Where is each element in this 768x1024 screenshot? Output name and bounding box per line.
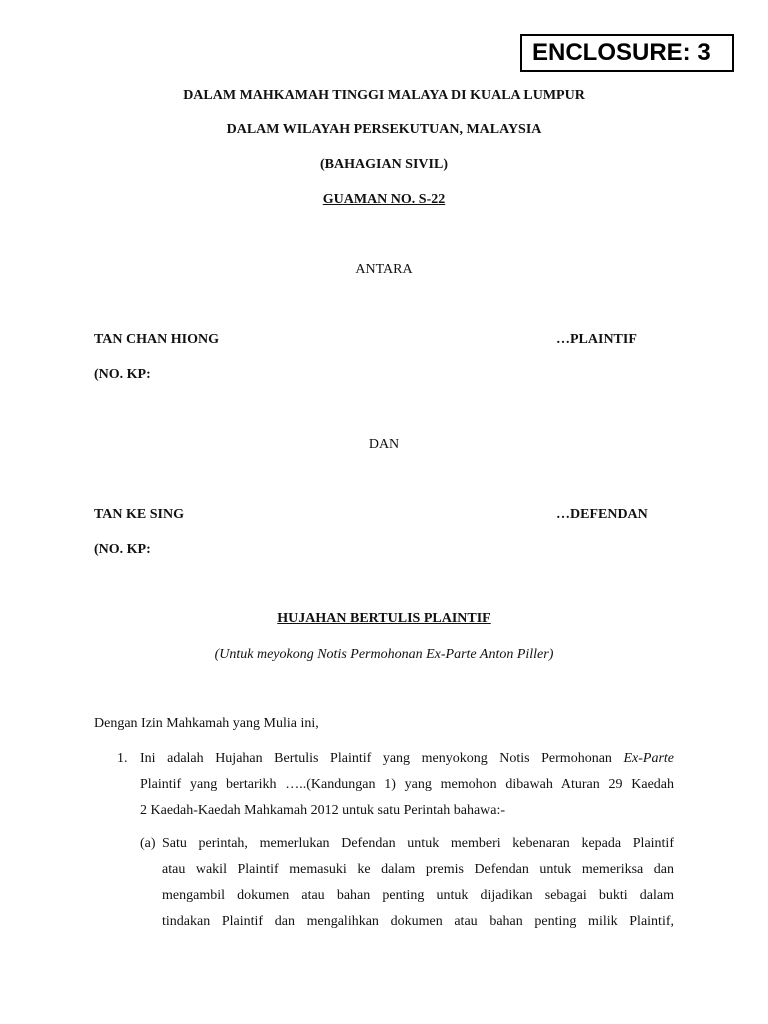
court-line-2: DALAM WILAYAH PERSEKUTUAN, MALAYSIA xyxy=(226,122,542,137)
defendant-name: TAN KE SING xyxy=(94,507,184,522)
case-number: GUAMAN NO. S-22 xyxy=(322,192,446,207)
salutation: Dengan Izin Mahkamah yang Mulia ini, xyxy=(94,716,319,731)
sub-item-a-line-2: atau wakil Plaintif memasuki ke dalam premis Defendan untuk memeriksa dan xyxy=(162,862,674,877)
sub-item-a-line-1: Satu perintah, memerlukan Defendan untuk memberi kebenaran kepada Plaintif xyxy=(162,836,674,851)
paragraph-1-text: Ini adalah Hujahan Bertulis Plaintif yang menyokong Notis Permohonan xyxy=(140,751,612,766)
sub-item-a-line-4: tindakan Plaintif dan mengalihkan dokumen atau bahan penting milik Plaintif, xyxy=(162,914,674,929)
enclosure-label: ENCLOSURE: 3 xyxy=(520,34,734,72)
defendant-id-label: (NO. KP: xyxy=(94,542,151,557)
document-title: HUJAHAN BERTULIS PLAINTIF xyxy=(277,611,491,626)
paragraph-1-line-1 xyxy=(140,746,674,772)
paragraph-1 xyxy=(140,746,674,824)
and-label: DAN xyxy=(368,437,400,452)
paragraph-1-line-3: 2 Kaedah-Kaedah Mahkamah 2012 untuk satu Perintah bahawa:- xyxy=(140,803,506,818)
between-label: ANTARA xyxy=(355,262,413,277)
plaintiff-name: TAN CHAN HIONG xyxy=(94,332,219,347)
ex-parte-term: Ex-Parte xyxy=(623,751,675,766)
defendant-role: …DEFENDAN xyxy=(556,507,648,522)
document-subtitle: (Untuk meyokong Notis Permohonan Ex-Parte Anton Piller) xyxy=(214,647,554,662)
plaintiff-id-label: (NO. KP: xyxy=(94,367,151,382)
court-line-1: DALAM MAHKAMAH TINGGI MALAYA DI KUALA LUMPUR xyxy=(183,88,585,103)
paragraph-1-line-2: Plaintif yang bertarikh …..(Kandungan 1) yang memohon dibawah Aturan 29 Kaedah xyxy=(140,777,674,792)
sub-item-label: (a) xyxy=(140,836,156,851)
paragraph-number: 1. xyxy=(117,751,128,766)
plaintiff-role: …PLAINTIF xyxy=(556,332,637,347)
court-line-3: (BAHAGIAN SIVIL) xyxy=(320,157,448,172)
sub-item-a xyxy=(162,831,674,935)
sub-item-a-line-3: mengambil dokumen atau bahan penting untuk dijadikan sebagai bukti dalam xyxy=(162,888,674,903)
